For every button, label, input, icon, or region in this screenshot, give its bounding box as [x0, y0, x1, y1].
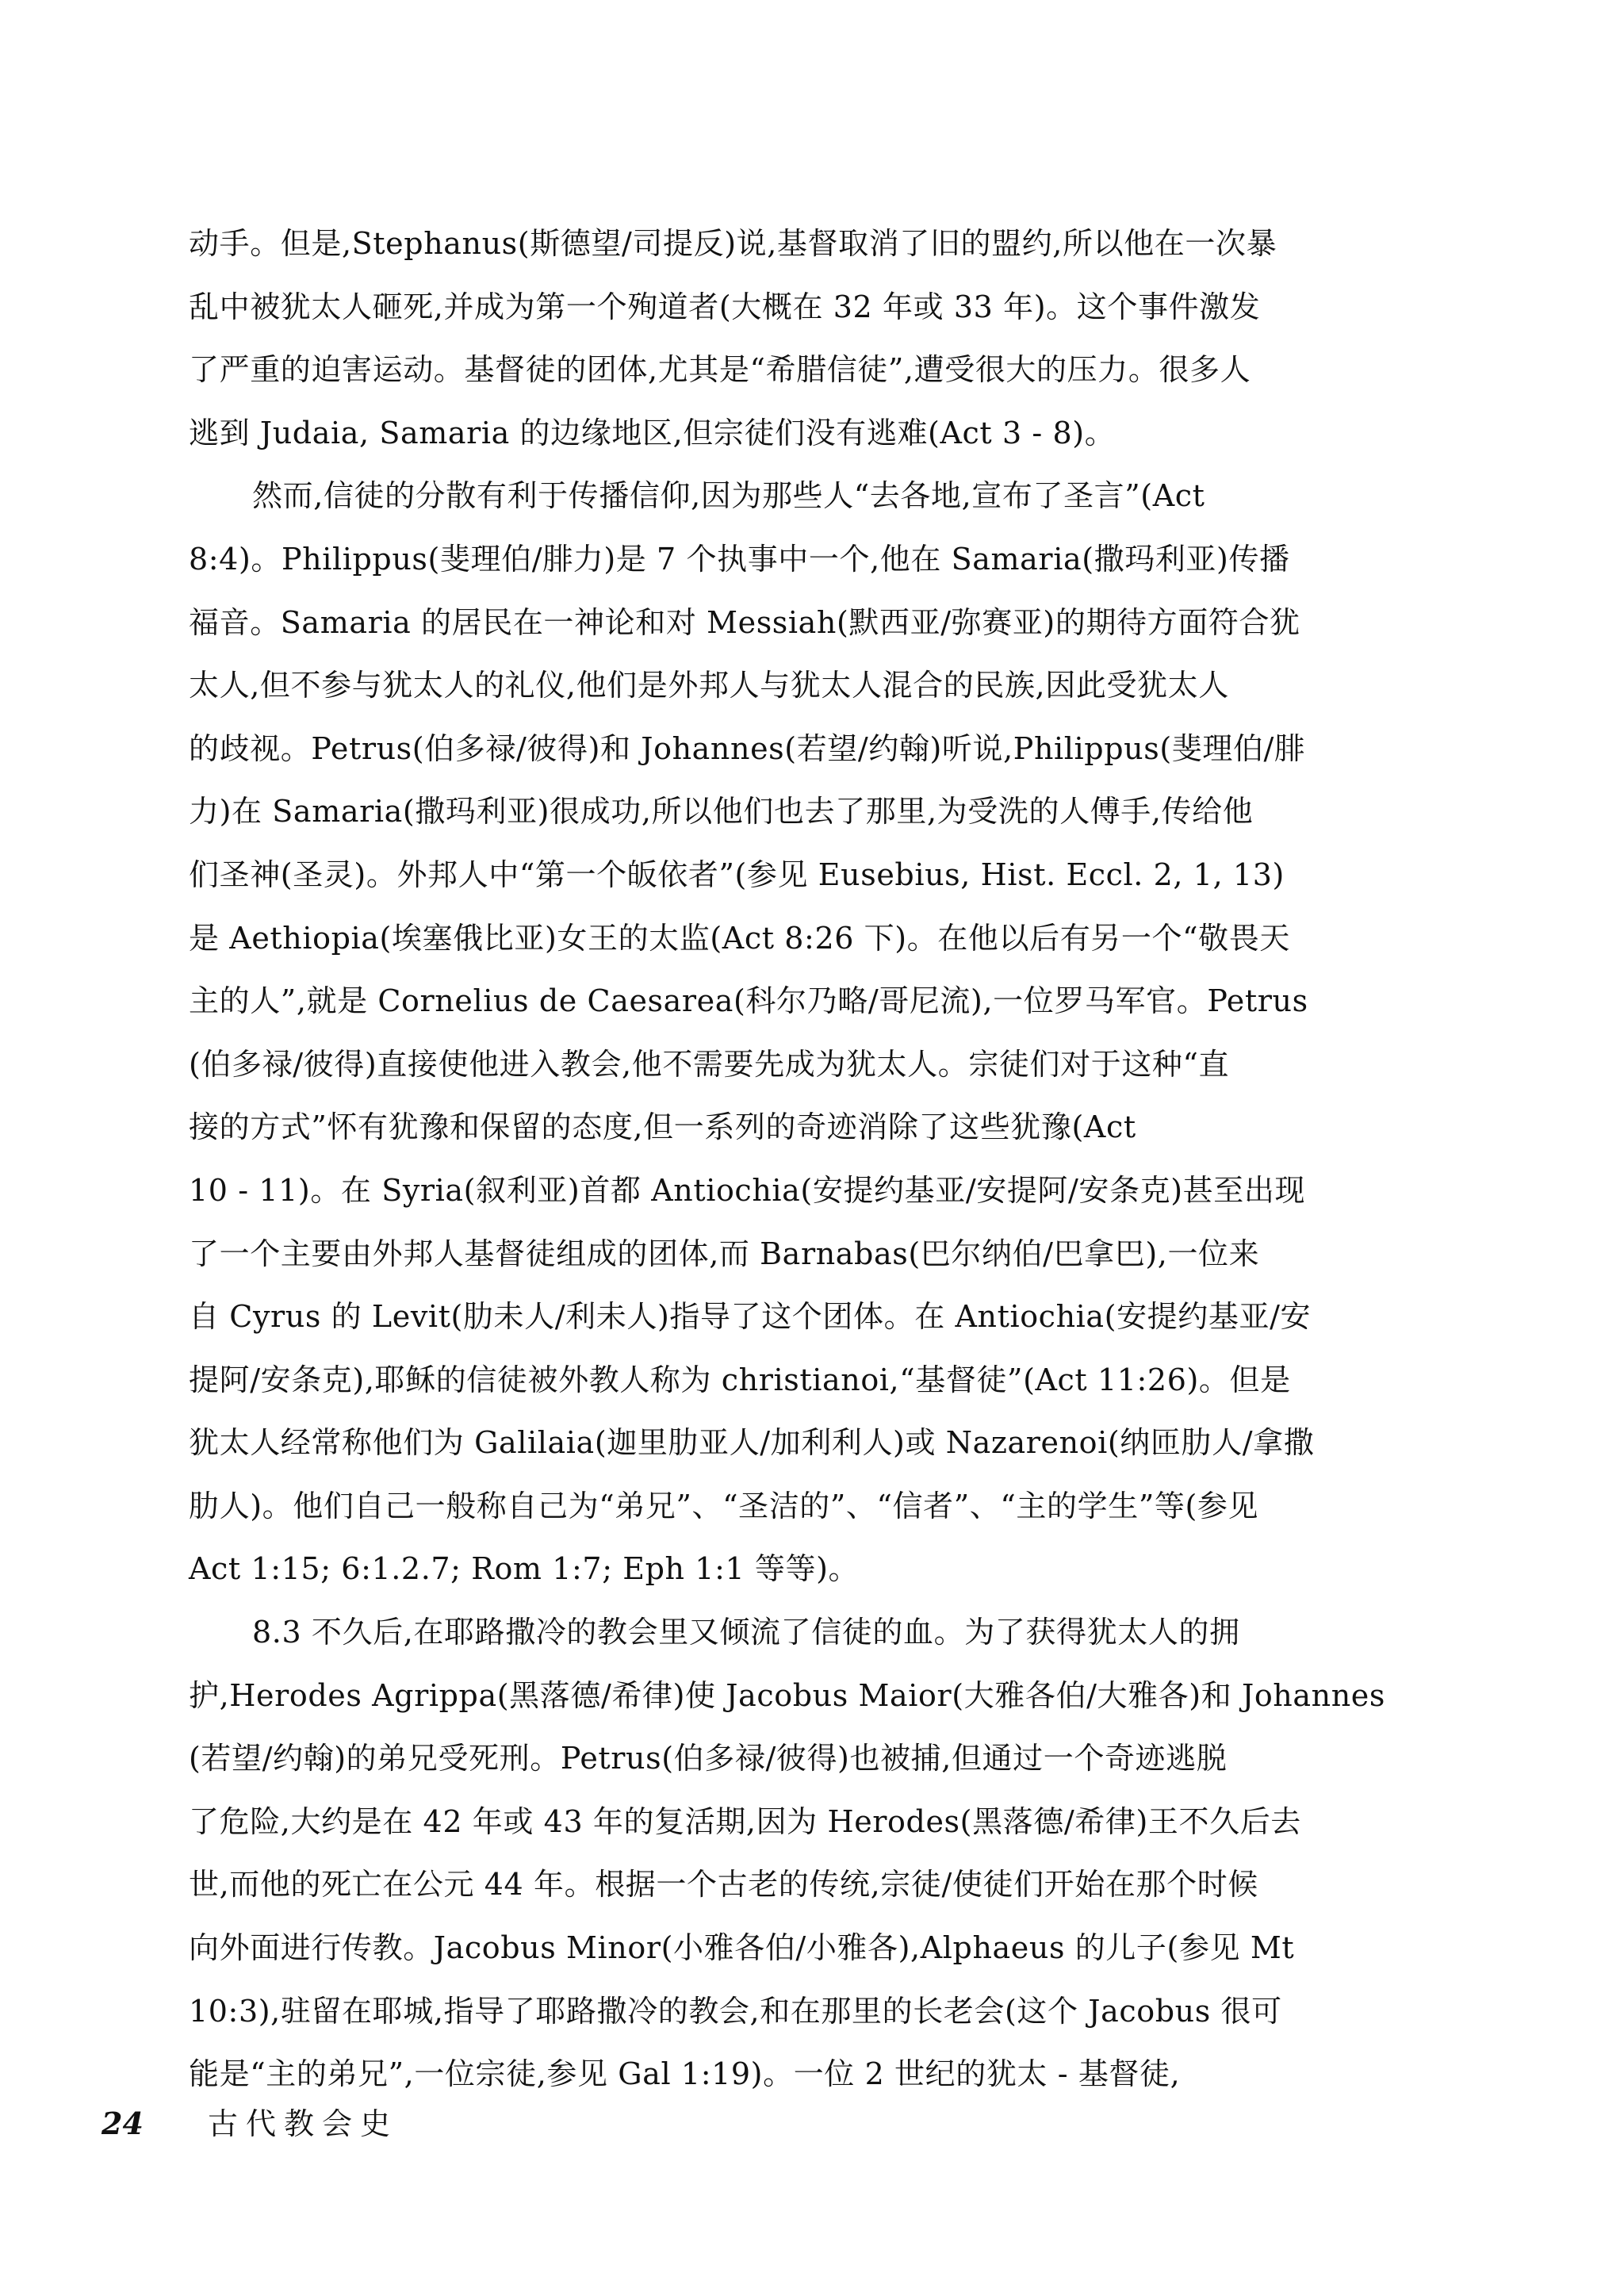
text-line: (伯多禄/彼得)直接使他进入教会,他不需要先成为犹太人。宗徒们对于这种“直 — [189, 1046, 1230, 1082]
text-line: Act 1:15; 6:1.2.7; Rom 1:7; Eph 1:1 等等)。 — [189, 1551, 860, 1587]
text-line: 10:3),驻留在耶城,指导了耶路撒冷的教会,和在那里的长老会(这个 Jacobus 很可 — [189, 1993, 1282, 2029]
text-line: 向外面进行传教。Jacobus Minor(小雅各伯/小雅各),Alphaeus 的儿子(参见 Mt — [189, 1930, 1295, 1966]
text-line: 的歧视。Petrus(伯多禄/彼得)和 Johannes(若望/约翰)听说,Philippus(斐理伯/腓 — [189, 730, 1305, 766]
text-line: 逃到 Judaia, Samaria 的边缘地区,但宗徒们没有逃难(Act 3 - 8)。 — [189, 415, 1116, 450]
text-line: 们圣神(圣灵)。外邦人中“第一个皈依者”(参见 Eusebius, Hist. Eccl. 2, 1, 13) — [189, 856, 1285, 892]
text-line: 动手。但是,Stephanus(斯德望/司提反)说,基督取消了旧的盟约,所以他在一次暴 — [189, 226, 1277, 261]
paragraph-start-line: 然而,信徒的分散有利于传播信仰,因为那些人“去各地,宣布了圣言”(Act — [252, 478, 1205, 514]
text-line: 提阿/安条克),耶稣的信徒被外教人称为 christianoi,“基督徒”(Act 11:26)。但是 — [189, 1362, 1291, 1397]
page-footer — [102, 2100, 398, 2148]
book-title: 古代教会史 — [208, 2106, 399, 2141]
text-line: 乱中被犹太人砸死,并成为第一个殉道者(大概在 32 年或 33 年)。这个事件激发 — [189, 289, 1261, 324]
page-number: 24 — [102, 2106, 144, 2141]
text-line: 了危险,大约是在 42 年或 43 年的复活期,因为 Herodes(黑落德/希律)王不久后去 — [189, 1803, 1301, 1839]
text-line: 接的方式”怀有犹豫和保留的态度,但一系列的奇迹消除了这些犹豫(Act — [189, 1109, 1136, 1145]
text-line: 是 Aethiopia(埃塞俄比亚)女王的太监(Act 8:26 下)。在他以后有另一个“敬畏天 — [189, 920, 1290, 956]
text-line: 肋人)。他们自己一般称自己为“弟兄”、“圣洁的”、“信者”、“主的学生”等(参见 — [189, 1488, 1259, 1523]
text-line: 自 Cyrus 的 Levit(肋未人/利未人)指导了这个团体。在 Antiochia(安提约基亚/安 — [189, 1299, 1312, 1335]
text-line: 了严重的迫害运动。基督徒的团体,尤其是“希腊信徒”,遭受很大的压力。很多人 — [189, 352, 1251, 388]
text-line: 福音。Samaria 的居民在一神论和对 Messiah(默西亚/弥赛亚)的期待方面符合犹 — [189, 604, 1300, 640]
text-line: 太人,但不参与犹太人的礼仪,他们是外邦人与犹太人混合的民族,因此受犹太人 — [189, 668, 1229, 703]
text-line: 8:4)。Philippus(斐理伯/腓力)是 7 个执事中一个,他在 Samaria(撒玛利亚)传播 — [189, 541, 1290, 577]
text-line: 主的人”,就是 Cornelius de Caesarea(科尔乃略/哥尼流),一位罗马军官。Petrus — [189, 983, 1308, 1019]
text-line: 了一个主要由外邦人基督徒组成的团体,而 Barnabas(巴尔纳伯/巴拿巴),一位来 — [189, 1236, 1260, 1271]
text-line: 护,Herodes Agrippa(黑落德/希律)使 Jacobus Maior(大雅各伯/大雅各)和 Johannes — [189, 1677, 1385, 1713]
text-line: 力)在 Samaria(撒玛利亚)很成功,所以他们也去了那里,为受洗的人傅手,传给他 — [189, 794, 1254, 830]
text-line: 10 - 11)。在 Syria(叙利亚)首都 Antiochia(安提约基亚/安提阿/安条克)甚至出现 — [189, 1172, 1306, 1208]
text-line: 世,而他的死亡在公元 44 年。根据一个古老的传统,宗徒/使徒们开始在那个时候 — [189, 1867, 1258, 1903]
text-line: 犹太人经常称他们为 Galilaia(迦里肋亚人/加利利人)或 Nazarenoi(纳匝肋人/拿撒 — [189, 1425, 1315, 1461]
body-text — [189, 213, 1451, 2106]
text-line: (若望/约翰)的弟兄受死刑。Petrus(伯多禄/彼得)也被捕,但通过一个奇迹逃脱 — [189, 1741, 1228, 1776]
text-line: 能是“主的弟兄”,一位宗徒,参见 Gal 1:19)。一位 2 世纪的犹太 - 基督徒, — [189, 2056, 1181, 2092]
paragraph-start-line: 8.3 不久后,在耶路撒冷的教会里又倾流了信徒的血。为了获得犹太人的拥 — [252, 1615, 1240, 1650]
